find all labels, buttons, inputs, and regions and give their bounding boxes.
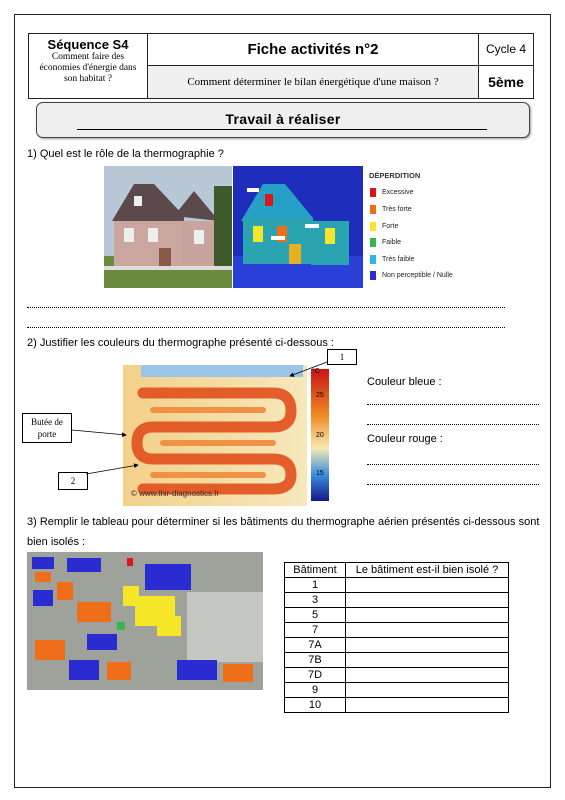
building-id: 7A <box>285 638 346 653</box>
legend-title: DÉPERDITION <box>369 171 421 180</box>
sheet-title: Fiche activités n°2 <box>247 41 379 58</box>
answer-line <box>367 464 539 465</box>
answer-cell[interactable] <box>346 638 509 653</box>
sequence-subtitle: Comment faire des économies d'énergie dans son habitat ? <box>39 52 137 84</box>
table-header-row <box>285 563 509 578</box>
callout-2: 2 <box>58 472 88 490</box>
building-id: 10 <box>285 698 346 713</box>
blue-color-label: Couleur bleue : <box>367 376 442 388</box>
image-watermark: © www.thir-diagnostics.fr <box>131 489 220 498</box>
legend-label: Non perceptible / Nulle <box>382 272 453 279</box>
legend-label: Très forte <box>382 206 412 213</box>
table-row <box>285 608 509 623</box>
answer-cell[interactable] <box>346 593 509 608</box>
callout-butee: Butée de porte <box>22 413 72 443</box>
answer-cell[interactable] <box>346 698 509 713</box>
legend-label: Très faible <box>382 256 415 263</box>
answer-line <box>367 424 539 425</box>
scale-tick: 20 <box>316 432 324 439</box>
table-row <box>285 653 509 668</box>
question-3: 3) Remplir le tableau pour déterminer si les bâtiments du thermographe aérien présentés ci-dessous sont bien isolés : <box>27 516 540 548</box>
building-id: 7D <box>285 668 346 683</box>
table-row <box>285 668 509 683</box>
building-id: 7B <box>285 653 346 668</box>
section-title: Travail à réaliser <box>225 111 341 127</box>
aerial-thermogram <box>27 552 263 690</box>
legend-label: Excessive <box>382 189 414 196</box>
building-id: 1 <box>285 578 346 593</box>
question-2: 2) Justifier les couleurs du thermographe présenté ci-dessous : <box>27 337 334 349</box>
buildings-table <box>284 562 509 713</box>
question-1: 1) Quel est le rôle de la thermographie ? <box>27 148 224 160</box>
answer-cell[interactable] <box>346 668 509 683</box>
answer-cell[interactable] <box>346 608 509 623</box>
table-row <box>285 638 509 653</box>
answer-cell[interactable] <box>346 653 509 668</box>
sequence-title: Séquence S4 <box>47 37 129 52</box>
callout-1: 1 <box>327 349 357 365</box>
building-id: 7 <box>285 623 346 638</box>
column-header-insulated: Le bâtiment est-il bien isolé ? <box>346 563 509 578</box>
main-question: Comment déterminer le bilan énergétique d'une maison ? <box>187 76 439 88</box>
table-row <box>285 683 509 698</box>
legend-label: Forte <box>382 223 399 230</box>
table-row <box>285 578 509 593</box>
cycle-label: Cycle 4 <box>485 42 526 56</box>
table-row <box>285 623 509 638</box>
answer-cell[interactable] <box>346 623 509 638</box>
red-color-label: Couleur rouge : <box>367 433 443 445</box>
building-id: 3 <box>285 593 346 608</box>
scale-unit: °C <box>312 368 320 375</box>
building-id: 9 <box>285 683 346 698</box>
table-row <box>285 698 509 713</box>
scale-tick: 15 <box>316 470 324 477</box>
answer-line <box>367 404 539 405</box>
scale-tick: 25 <box>316 392 324 399</box>
legend-label: Faible <box>382 239 402 246</box>
column-header-building: Bâtiment <box>285 563 346 578</box>
answer-line <box>367 484 539 485</box>
answer-cell[interactable] <box>346 683 509 698</box>
level-label: 5ème <box>488 74 524 90</box>
answer-cell[interactable] <box>346 578 509 593</box>
table-row <box>285 593 509 608</box>
building-id: 5 <box>285 608 346 623</box>
